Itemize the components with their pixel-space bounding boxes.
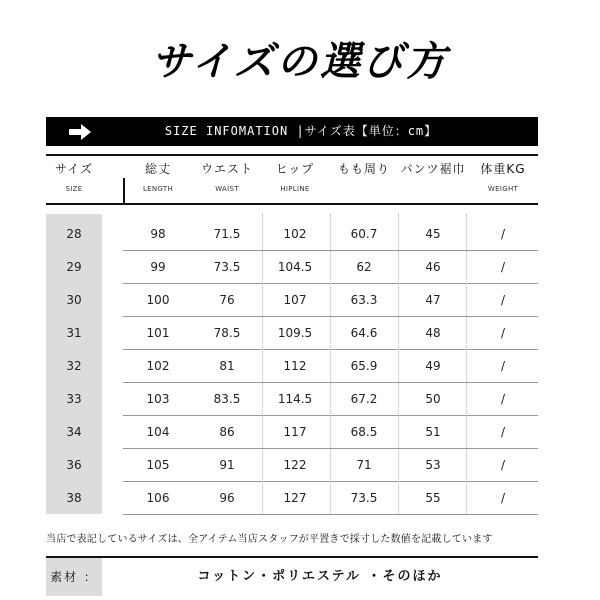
table-cell: 81 — [219, 359, 235, 373]
table-cell: 65.9 — [350, 359, 378, 373]
table-cell: 68.5 — [350, 425, 378, 439]
column-header-sublabel: WAIST — [215, 185, 239, 193]
table-cell: 67.2 — [350, 392, 378, 406]
column-divider — [262, 214, 263, 514]
table-cell: 71.5 — [213, 227, 241, 241]
table-cell: 46 — [425, 260, 441, 274]
material-value: コットン・ポリエステル ・そのほか — [197, 569, 443, 584]
header-separator — [123, 178, 125, 203]
table-cell: 51 — [425, 425, 441, 439]
measurement-note: 当店で表記しているサイズは、全アイテム当店スタッフが平置きで採寸した数値を記載しています — [46, 534, 493, 545]
header-top-rule — [46, 154, 538, 156]
table-cell: / — [500, 260, 506, 274]
table-cell: 48 — [425, 326, 441, 340]
table-cell: 96 — [219, 491, 235, 505]
table-cell: 53 — [425, 458, 441, 472]
column-header-label: 体重KG — [480, 162, 526, 176]
table-row — [46, 284, 538, 316]
table-cell: 73.5 — [350, 491, 378, 505]
column-header-sublabel: SIZE — [65, 185, 83, 193]
size-cell: 36 — [66, 458, 82, 472]
table-cell: 102 — [146, 359, 170, 373]
table-cell: / — [500, 425, 506, 439]
table-cell: / — [500, 458, 506, 472]
table-cell: / — [500, 326, 506, 340]
table-cell: / — [500, 392, 506, 406]
table-cell: / — [500, 293, 506, 307]
table-cell: 98 — [150, 227, 166, 241]
table-cell: 45 — [425, 227, 441, 241]
column-header-sublabel: WEIGHT — [487, 185, 519, 193]
table-cell: 91 — [219, 458, 235, 472]
table-cell: 102 — [283, 227, 307, 241]
size-cell: 38 — [66, 491, 82, 505]
table-cell: 122 — [283, 458, 307, 472]
column-header-label: サイズ — [54, 162, 94, 176]
table-row — [46, 251, 538, 283]
table-cell: 47 — [425, 293, 441, 307]
table-cell: 99 — [150, 260, 166, 274]
table-cell: 76 — [219, 293, 235, 307]
table-cell: 101 — [146, 326, 170, 340]
column-header — [393, 160, 473, 185]
table-row — [46, 350, 538, 382]
table-row — [46, 218, 538, 250]
table-row — [46, 449, 538, 481]
row-divider — [123, 514, 538, 515]
table-cell: / — [500, 491, 506, 505]
size-cell: 31 — [66, 326, 82, 340]
column-header-label: パンツ裾巾 — [400, 162, 466, 176]
table-cell: 106 — [146, 491, 170, 505]
column-header — [324, 160, 404, 185]
table-cell: 62 — [356, 260, 372, 274]
table-cell: 117 — [283, 425, 307, 439]
table-cell: 83.5 — [213, 392, 241, 406]
table-cell: 103 — [146, 392, 170, 406]
column-divider — [466, 214, 467, 514]
size-info-banner — [46, 117, 538, 146]
column-header — [463, 160, 543, 193]
table-cell: 60.7 — [350, 227, 378, 241]
column-header — [118, 160, 198, 193]
column-divider — [398, 214, 399, 514]
table-row — [46, 317, 538, 349]
table-cell: 63.3 — [350, 293, 378, 307]
column-header — [34, 160, 114, 193]
table-cell: 100 — [146, 293, 170, 307]
table-cell: 127 — [283, 491, 307, 505]
column-header — [255, 160, 335, 193]
header-bottom-rule — [46, 203, 538, 205]
size-cell: 29 — [66, 260, 82, 274]
table-cell: 112 — [283, 359, 307, 373]
table-cell: 50 — [425, 392, 441, 406]
table-row — [46, 482, 538, 514]
table-cell: 64.6 — [350, 326, 378, 340]
column-header-sublabel: LENGTH — [142, 185, 174, 193]
table-cell: 104.5 — [277, 260, 313, 274]
table-row — [46, 383, 538, 415]
column-header-label: ヒップ — [275, 162, 315, 176]
table-cell: 71 — [356, 458, 372, 472]
banner-text: SIZE INFOMATION |サイズ表【単位：cm】 — [164, 124, 438, 138]
table-row — [46, 416, 538, 448]
table-cell: 55 — [425, 491, 441, 505]
size-cell: 32 — [66, 359, 82, 373]
table-cell: 78.5 — [213, 326, 241, 340]
table-cell: 114.5 — [277, 392, 313, 406]
table-cell: / — [500, 359, 506, 373]
table-cell: 104 — [146, 425, 170, 439]
column-header-sublabel: HIPLINE — [280, 185, 310, 193]
size-cell: 34 — [66, 425, 82, 439]
table-cell: 105 — [146, 458, 170, 472]
material-label: 素材 ： — [50, 570, 98, 584]
column-header-label: 総丈 — [144, 162, 171, 176]
column-header-label: もも周り — [337, 162, 390, 176]
size-cell: 30 — [66, 293, 82, 307]
table-cell: 109.5 — [277, 326, 313, 340]
table-cell: 73.5 — [213, 260, 241, 274]
table-cell: / — [500, 227, 506, 241]
page-title: サイズの選び方 — [151, 39, 449, 85]
size-cell: 33 — [66, 392, 82, 406]
size-cell: 28 — [66, 227, 82, 241]
table-cell: 49 — [425, 359, 441, 373]
table-cell: 107 — [283, 293, 307, 307]
column-header-label: ウエスト — [200, 162, 253, 176]
table-cell: 86 — [219, 425, 235, 439]
column-divider — [330, 214, 331, 514]
